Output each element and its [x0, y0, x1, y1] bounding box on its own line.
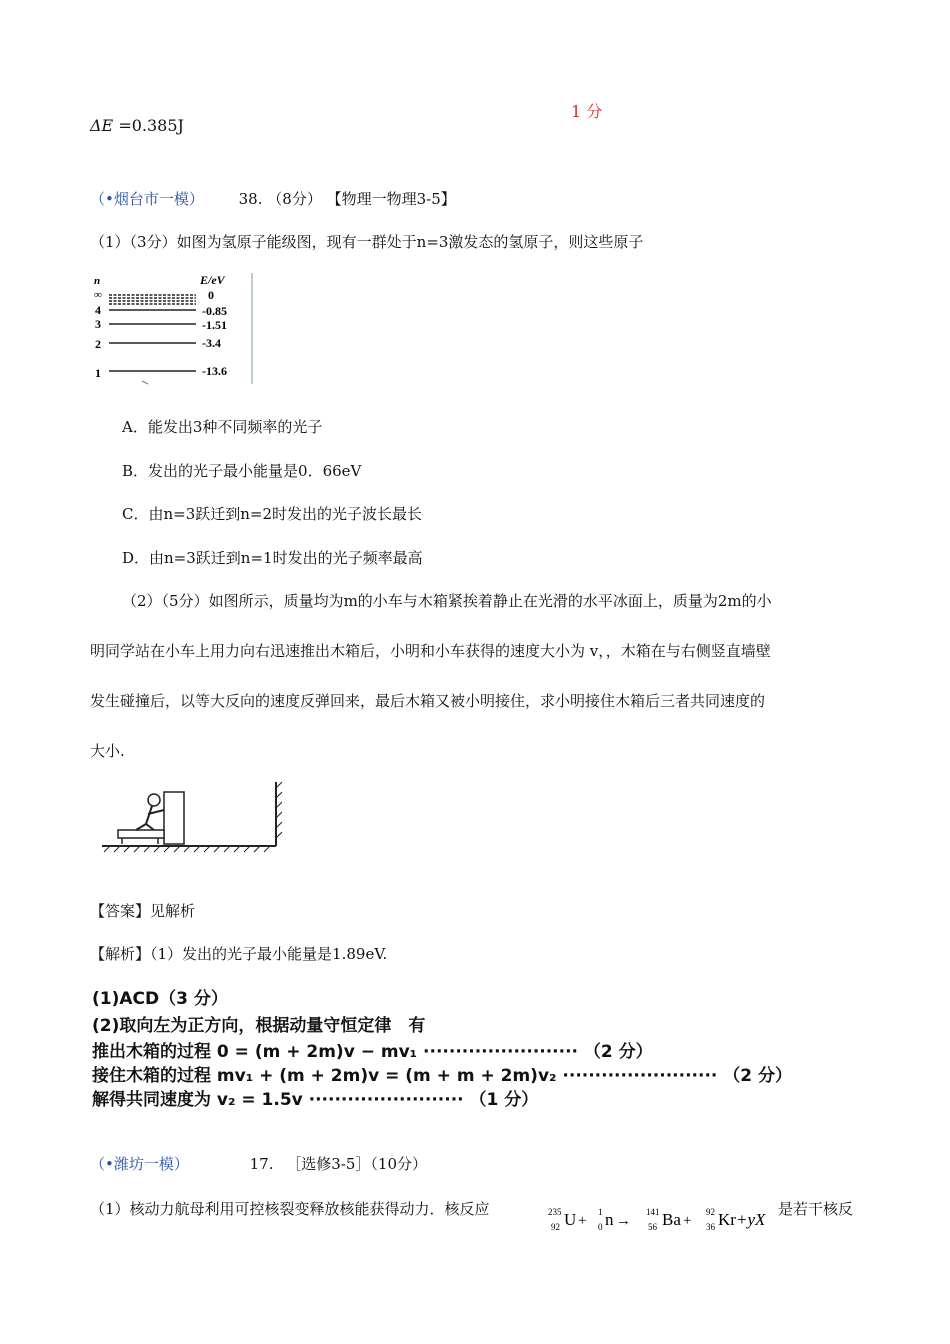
level-n-1: 1	[95, 366, 101, 380]
person	[148, 794, 160, 806]
q17-number: 17.	[249, 1155, 274, 1173]
delta-e-symbol: ΔE	[90, 116, 114, 135]
reaction-tail: +yX	[736, 1210, 766, 1229]
kr-mass: 92	[706, 1207, 715, 1217]
cart-box-wall-figure	[100, 778, 282, 854]
n-charge: 0	[598, 1222, 603, 1232]
energy-level-svg	[90, 270, 256, 386]
e-axis-label: E/eV	[200, 273, 225, 287]
ba-charge: 56	[648, 1222, 657, 1232]
q17-source: （•潍坊一模）	[90, 1155, 189, 1173]
n-symbol: n	[605, 1210, 614, 1229]
plus-2: +	[683, 1213, 692, 1229]
kr-charge: 36	[706, 1222, 715, 1232]
reaction-arrow: →	[616, 1213, 631, 1229]
analysis-line: 【解析】（1）发出的光子最小能量是1.89eV.	[90, 945, 388, 963]
q38-part2-line4: 大小.	[90, 742, 125, 760]
solution-line-1: (1)ACD（3 分）	[92, 989, 228, 1009]
q17-topic: ［选修3-5］（10分）	[286, 1155, 428, 1173]
cart-box-wall-svg	[100, 778, 282, 854]
n-axis-label: n	[94, 275, 101, 287]
nuclear-reaction-svg	[548, 1203, 774, 1233]
level-e-4: -0.85	[202, 304, 227, 318]
level-e-1: -13.6	[202, 364, 227, 378]
delta-e-result	[90, 116, 184, 135]
u-mass: 235	[548, 1207, 562, 1217]
q38-number: 38.	[238, 190, 263, 208]
q38-part2-line1: （2）（5分）如图所示，质量均为m的小车与木箱紧挨着静止在光滑的水平冰面上，质量为2m的小	[122, 592, 772, 610]
u-symbol: U	[564, 1210, 577, 1229]
q17-part1	[90, 1198, 490, 1219]
level-n-3: 3	[95, 317, 101, 331]
delta-e-value: =0.385J	[113, 116, 184, 135]
q38-part2-line3: 发生碰撞后，以等大反向的速度反弹回来，最后木箱又被小明接住，求小明接住木箱后三者共同速度的	[90, 692, 766, 710]
cart	[118, 830, 164, 838]
level-n-2: 2	[95, 337, 101, 351]
ba-mass: 141	[646, 1207, 660, 1217]
solution-line-4: 接住木箱的过程 mv₁ + (m + 2m)v = (m + m + 2m)v₂ ························ （2 分）	[92, 1066, 793, 1086]
solution-line-3: 推出木箱的过程 0 = (m + 2m)v − mv₁ ························ （2 分）	[92, 1042, 653, 1062]
option-b: B．发出的光子最小能量是0．66eV	[122, 462, 362, 480]
plus-1: +	[578, 1213, 587, 1229]
q17-text-end: 是若干核反	[778, 1200, 854, 1218]
solution-line-5: 解得共同速度为 v₂ = 1.5v ························ （1 分）	[92, 1090, 539, 1110]
level-n-4: 4	[95, 303, 101, 317]
wooden-box	[164, 792, 184, 844]
n-mass: 1	[598, 1207, 603, 1217]
answer-line: 【答案】见解析	[90, 902, 196, 920]
q17-text-start: （1）核动力航母利用可控核裂变释放核能获得动力．核反应	[90, 1200, 490, 1218]
energy-level-diagram	[90, 270, 256, 386]
q38-part1: （1）（3分）如图为氢原子能级图，现有一群处于n=3激发态的氢原子，则这些原子	[90, 233, 644, 251]
q38-score: （8分）	[267, 190, 322, 208]
q38-source: （•烟台市一模）	[90, 190, 204, 208]
u-charge: 92	[551, 1222, 560, 1232]
q38-part2-line2: 明同学站在小车上用力向右迅速推出木箱后，小明和小车获得的速度大小为 v，，木箱在与右侧竖直墙壁	[90, 642, 771, 660]
nuclear-reaction	[548, 1203, 774, 1238]
solution-line-2: (2)取向左为正方向，根据动量守恒定律 有	[92, 1016, 426, 1036]
option-d: D．由n=3跃迁到n=1时发出的光子频率最高	[122, 549, 423, 567]
level-e-2: -3.4	[202, 336, 221, 350]
q17-header	[90, 1153, 427, 1174]
option-c: C．由n=3跃迁到n=2时发出的光子波长最长	[122, 505, 423, 523]
level-e-inf: 0	[208, 288, 214, 302]
option-a: A．能发出3种不同频率的光子	[122, 418, 323, 436]
top-score: 1 分	[571, 102, 603, 121]
kr-symbol: Kr	[718, 1210, 736, 1229]
q38-topic: 【物理一物理3-5】	[326, 190, 456, 208]
level-n-inf: ∞	[94, 289, 102, 301]
ba-symbol: Ba	[662, 1210, 681, 1229]
level-e-3: -1.51	[202, 318, 227, 332]
q38-header	[90, 188, 456, 209]
